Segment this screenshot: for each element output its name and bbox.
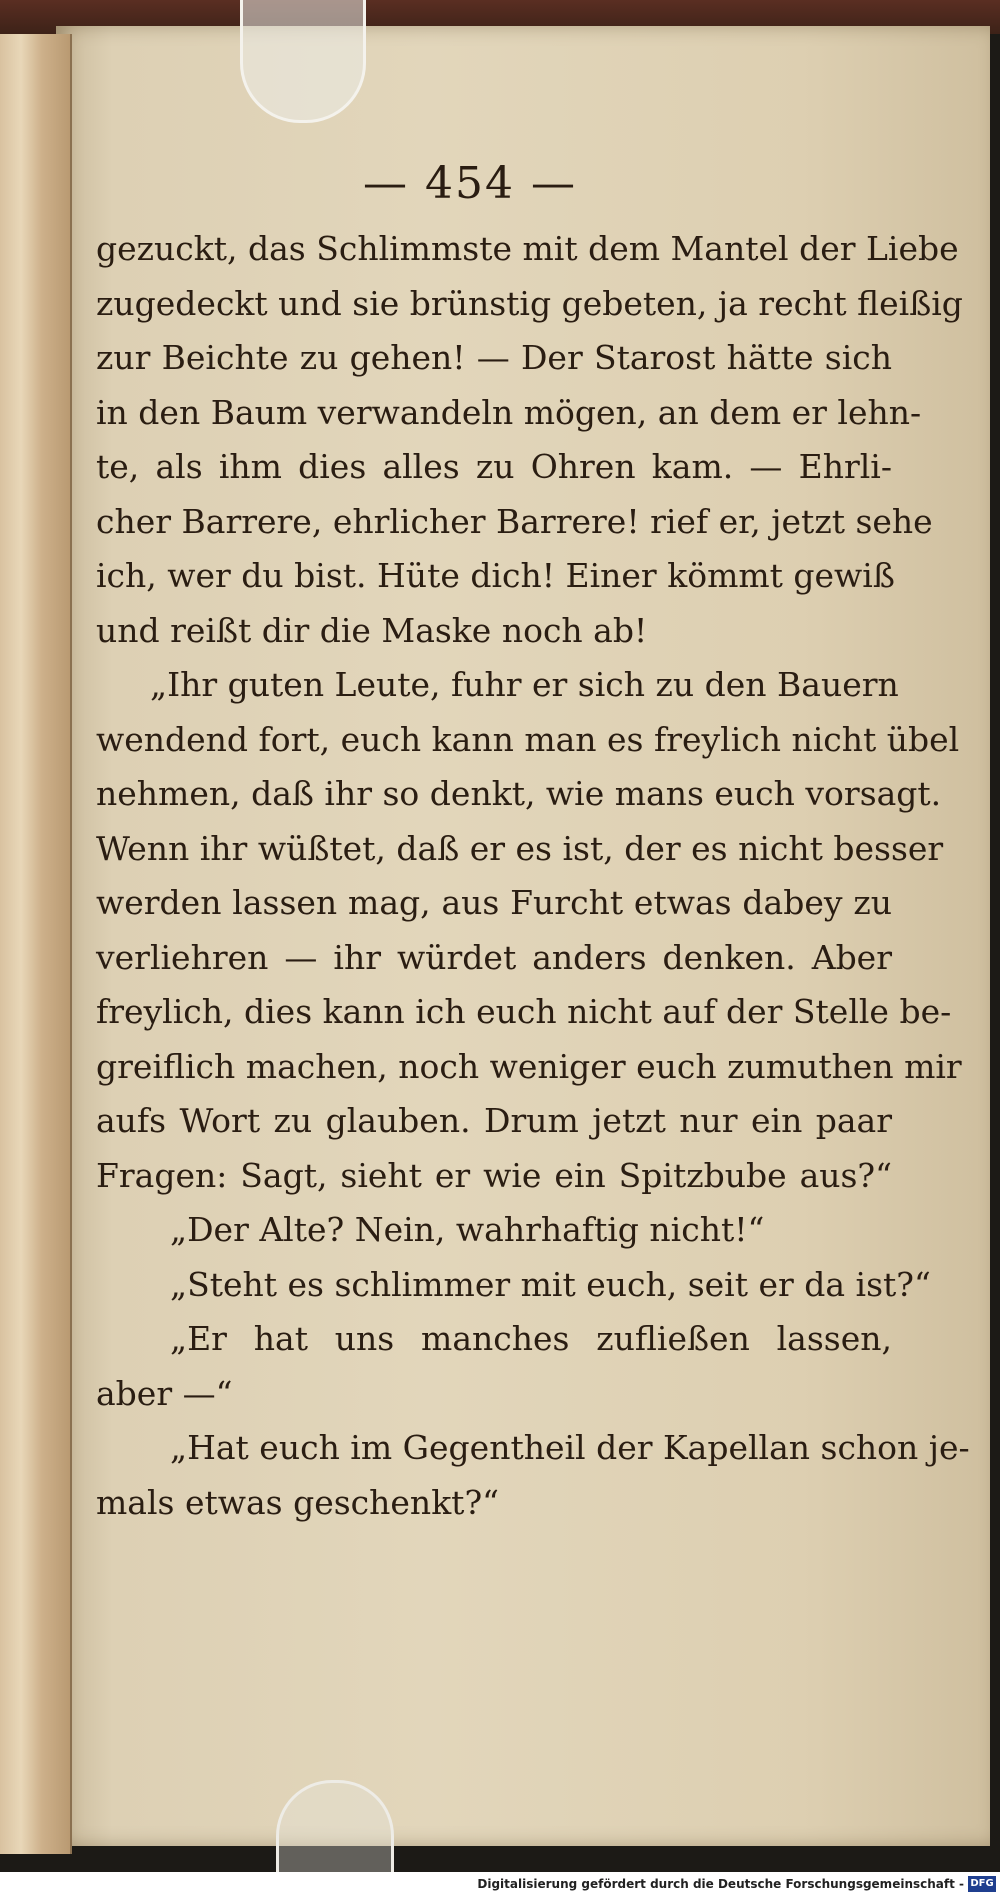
page-text [96,222,970,1530]
text-line: aufs Wort zu glauben. Drum jetzt nur ein paar [96,1101,892,1140]
text-line: freylich, dies kann ich euch nicht auf der Stelle be- [96,992,952,1031]
text-line: „Steht es schlimmer mit euch, seit er da ist?“ [170,1264,931,1304]
text-line: Fragen: Sagt, sieht er wie ein Spitzbube aus?“ [96,1155,892,1195]
text-line: „Ihr guten Leute, fuhr er sich zu den Bauern [150,665,899,704]
text-line: aber —“ [96,1373,233,1413]
text-line: te, als ihm dies alles zu Ohren kam. — Ehrli- [96,447,892,486]
text-line: nehmen, daß ihr so denkt, wie mans euch vorsagt. [96,774,942,813]
text-line: Wenn ihr wüßtet, daß er es ist, der es nicht besser [96,828,944,868]
text-line: „Der Alte? Nein, wahrhaftig nicht!“ [170,1210,765,1249]
text-line: greiflich machen, noch weniger euch zumuthen mir [96,1046,962,1086]
text-line: und reißt dir die Maske noch ab! [96,610,648,650]
text-line: zugedeckt und sie brünstig gebeten, ja recht fleißig [96,283,963,323]
text-line: „Er hat uns manches zufließen lassen, [170,1319,892,1358]
dfg-logo: DFG [968,1876,996,1892]
text-line: gezuckt, das Schlimmste mit dem Mantel der Liebe [96,229,959,268]
text-line: ich, wer du bist. Hüte dich! Einer kömmt gewiß [96,556,895,595]
text-line: verliehren — ihr würdet anders denken. Aber [96,937,892,977]
text-line: wendend fort, euch kann man es freylich nicht übel [96,719,960,759]
text-line: zur Beichte zu gehen! — Der Starost hätte sich [96,338,892,377]
text-line: „Hat euch im Gegentheil der Kapellan schon je- [170,1428,970,1467]
text-line: mals etwas geschenkt?“ [96,1482,500,1522]
funding-credit: Digitalisierung gefördert durch die Deutsche Forschungsgemeinschaft - [477,1877,964,1891]
text-line: cher Barrere, ehrlicher Barrere! rief er, jetzt sehe [96,501,933,541]
page-number: — 454 — [363,158,577,209]
book-page-edges [0,34,72,1854]
text-line: werden lassen mag, aus Furcht etwas dabey zu [96,883,892,922]
text-line: in den Baum verwandeln mögen, an dem er lehn- [96,392,922,432]
page-clip-top [240,0,366,123]
